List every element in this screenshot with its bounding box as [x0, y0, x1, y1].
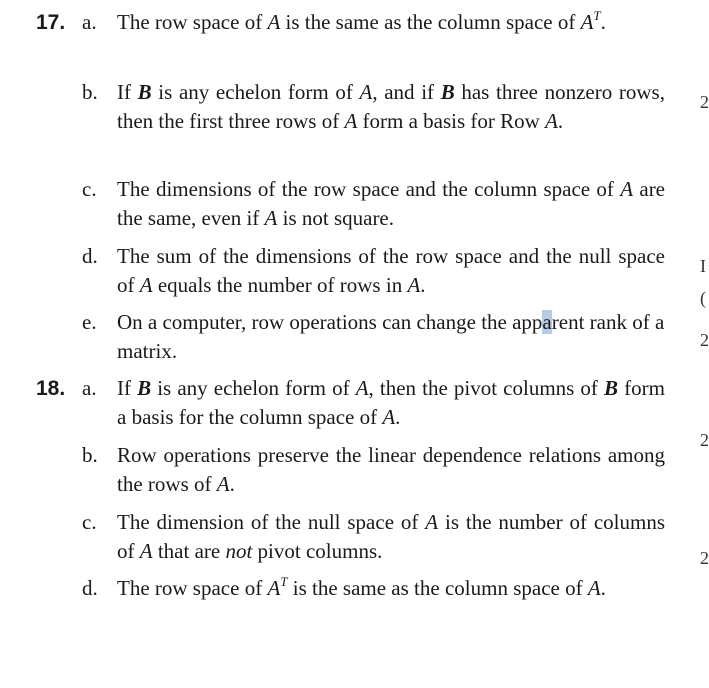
item-letter: a.	[82, 376, 97, 400]
item-letter: a.	[82, 10, 97, 34]
edge-mark: I	[700, 256, 706, 276]
edge-mark: (	[700, 288, 706, 308]
edge-mark: 2	[700, 330, 709, 350]
edge-mark: 2	[700, 430, 709, 450]
edge-mark: 2	[700, 548, 709, 568]
item-letter: e.	[82, 310, 97, 334]
item-letter: b.	[82, 443, 98, 467]
item-text: The dimension of the null space of A is the number of columns of A that are not pivot columns.	[117, 510, 665, 563]
item-letter: d.	[82, 244, 98, 268]
problem-number: 17.	[36, 11, 66, 34]
item-text: Row operations preserve the linear dependence relations among the rows of A.	[117, 443, 665, 496]
item-text: The row space of A is the same as the column space of $A^T$.	[117, 8, 606, 34]
item-text: The sum of the dimensions of the row space and the null space of A equals the number of rows in A.	[117, 244, 665, 297]
item-letter: c.	[82, 177, 97, 201]
item-text: If B is any echelon form of A, then the pivot columns of B form a basis for the column space of A.	[117, 376, 665, 429]
text-selection-highlight: a	[542, 310, 552, 334]
item-letter: c.	[82, 510, 97, 534]
item-text: On a computer, row operations can change the apparent rank of a matrix.	[117, 310, 665, 363]
item-letter: d.	[82, 576, 98, 600]
edge-mark: 2	[700, 92, 709, 112]
item-text: If B is any echelon form of A, and if B has three nonzero rows, then the first three rows of A form a basis for Row A.	[117, 80, 665, 133]
item-letter: b.	[82, 80, 98, 104]
problem-number: 18.	[36, 377, 66, 400]
item-text: The row space of $A^T$ is the same as the column space of A.	[117, 574, 606, 600]
item-text: The dimensions of the row space and the column space of A are the same, even if A is not square.	[117, 177, 666, 230]
